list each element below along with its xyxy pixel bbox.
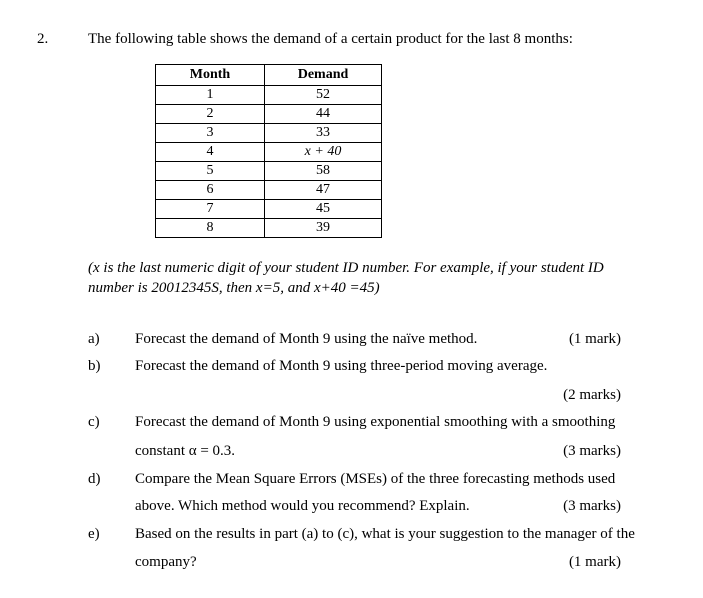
part-b-label: b) (88, 358, 101, 374)
part-c-label: c) (88, 414, 100, 430)
demand-cell: 33 (265, 124, 382, 143)
header-month: Month (156, 65, 265, 86)
table-row (156, 181, 382, 200)
part-d-text-2: above. Which method would you recommend? Explain. (135, 498, 470, 514)
student-id-note (88, 258, 604, 298)
table-row (156, 105, 382, 124)
demand-cell: x + 40 (265, 143, 382, 162)
demand-cell: 39 (265, 219, 382, 238)
month-cell: 1 (156, 86, 265, 105)
part-c-text-1: Forecast the demand of Month 9 using exponential smoothing with a smoothing (135, 414, 616, 430)
part-d-label: d) (88, 471, 101, 487)
part-c-text-2: constant α = 0.3. (135, 443, 236, 459)
demand-table (155, 64, 382, 238)
question-number: 2. (37, 31, 49, 47)
part-a-marks: (1 mark) (568, 331, 621, 347)
part-e-text-2: company? (135, 554, 197, 570)
part-e-label: e) (88, 526, 100, 542)
part-d-text-1: Compare the Mean Square Errors (MSEs) of the three forecasting methods used (135, 471, 616, 487)
demand-cell: 47 (265, 181, 382, 200)
demand-cell: 44 (265, 105, 382, 124)
note-line-2: number is 20012345S, then x=5, and x+40 =45) (88, 280, 380, 296)
part-a-text: Forecast the demand of Month 9 using the naïve method. (135, 331, 478, 347)
table-header-row (156, 65, 382, 86)
month-cell: 5 (156, 162, 265, 181)
month-cell: 6 (156, 181, 265, 200)
part-e-text-1: Based on the results in part (a) to (c), what is your suggestion to the manager of the (135, 526, 635, 542)
table-row (156, 162, 382, 181)
demand-cell: 45 (265, 200, 382, 219)
table-row (156, 200, 382, 219)
month-cell: 3 (156, 124, 265, 143)
part-e-marks: (1 mark) (568, 554, 621, 570)
table-row (156, 219, 382, 238)
table-row (156, 124, 382, 143)
note-line-1: (x is the last numeric digit of your student ID number. For example, if your student ID (88, 260, 604, 276)
month-cell: 7 (156, 200, 265, 219)
part-b-marks: (2 marks) (563, 387, 621, 403)
table-row (156, 143, 382, 162)
month-cell: 2 (156, 105, 265, 124)
demand-cell: 52 (265, 86, 382, 105)
month-cell: 8 (156, 219, 265, 238)
table-row (156, 86, 382, 105)
part-c-marks: (3 marks) (563, 443, 621, 459)
header-demand: Demand (265, 65, 382, 86)
part-d-marks: (3 marks) (563, 498, 621, 514)
question-intro: The following table shows the demand of a certain product for the last 8 months: (88, 31, 573, 47)
part-b-text: Forecast the demand of Month 9 using three-period moving average. (135, 358, 548, 374)
demand-cell: 58 (265, 162, 382, 181)
month-cell: 4 (156, 143, 265, 162)
part-a-label: a) (88, 331, 100, 347)
